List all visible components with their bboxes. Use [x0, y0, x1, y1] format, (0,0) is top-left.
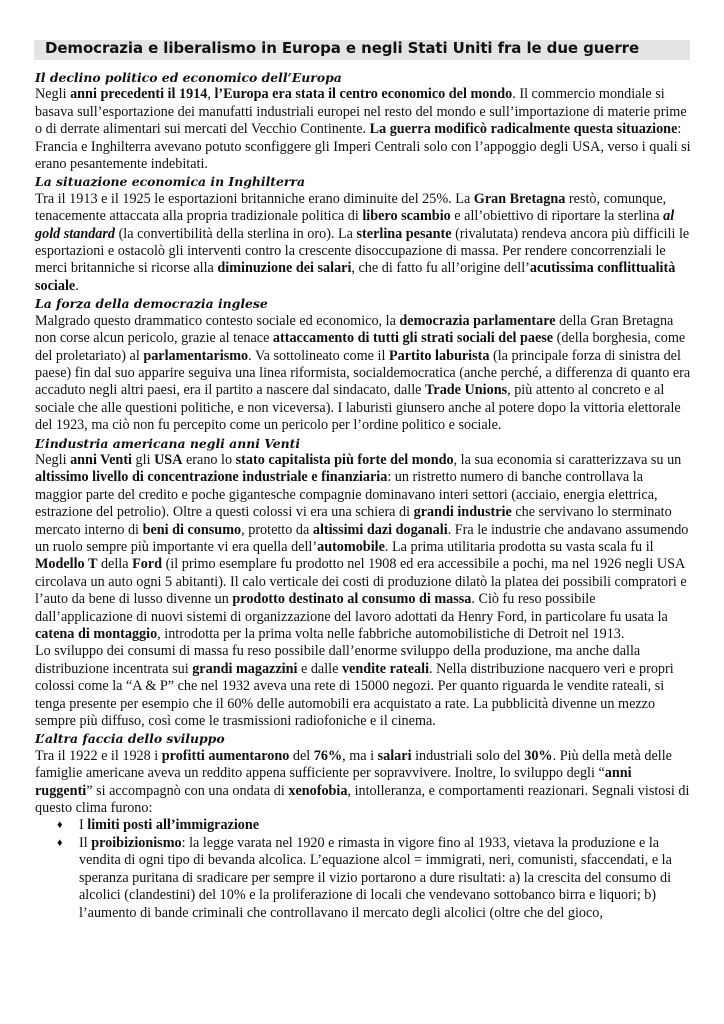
text-run: Negli [35, 451, 71, 468]
bold-text-run: anni ruggenti [35, 765, 632, 799]
bold-text-run: beni di consumo [142, 521, 242, 538]
bold-text-run: altissimi dazi doganali [312, 521, 448, 538]
section-heading: Il declino politico ed economico dell’Europa [35, 70, 342, 85]
bold-text-run: prodotto destinato al consumo di massa [232, 591, 472, 608]
text-run: , [207, 86, 215, 103]
bold-text-run: democrazia parlamentare [399, 312, 556, 329]
text-run: , più attento al concreto e al sociale che alle questioni politiche, e non viceversa). I laburisti giunsero anche al potere dopo la vittoria elettorale del 1923, ma ciò non fu percepito come un pericolo per l’ordine politico e sociale. [35, 382, 681, 434]
bold-text-run: salari [377, 747, 412, 764]
text-run: (la principale forza di sinistra del paese) fin dal suo apparire seguiva una linea riformista, socialdemocratica (anche perché, a differenza di quanto era accaduto negli altri paesi, era il partito a nascere dal sindacato, dalle [35, 347, 691, 399]
bold-text-run: Gran Bretagna [473, 190, 566, 207]
text-run: che servivano lo sterminato mercato interno di [35, 504, 672, 538]
bold-text-run: parlamentarismo [143, 347, 249, 364]
text-run: . Più della metà delle famiglie americane aveva un reddito appena sufficiente per sopravvivere. Inoltre, lo sviluppo degli “ [35, 747, 672, 782]
bold-text-run: Partito laburista [388, 347, 490, 364]
text-run: : Francia e Inghilterra avevano potuto sconfiggere gli Imperi Centrali solo con l’appoggio degli USA, verso i quali si erano pesantemente indebitati. [35, 121, 691, 173]
bold-text-run: Ford [132, 556, 163, 573]
paragraph [35, 191, 691, 295]
bold-text-run: libero scambio [362, 208, 451, 225]
bold-text-run: l’Europa era stata il centro economico del mondo [214, 86, 513, 103]
text-run: Negli [35, 86, 71, 103]
text-run: , ma i [342, 747, 378, 764]
section-heading: La situazione economica in Inghilterra [35, 174, 305, 190]
diamond-bullet-icon: ♦ [57, 836, 63, 849]
text-run: (il primo esemplare fu prodotto nel 1908 ed era accessibile a pochi, ma nel 1926 negli USA circolava un auto ogni 5 abitanti). Il calo verticale dei costi di produzione dilatò la platea dei possibili compratori e l’auto da bene di lusso divenne un [35, 556, 687, 608]
text-run: . Il commercio mondiale si basava sull’esportazione dei manufatti industriali europei nel resto del mondo e sull’importazione di materie prime o di derrate alimentari sui mercati del Vecchio Continente. [35, 86, 687, 138]
text-run: e dalle [297, 660, 342, 677]
bullet-list [35, 817, 691, 921]
section-industria-americana [35, 435, 691, 731]
text-run: : un ristretto numero di banche controllava la maggior parte del credito e poche gigantesche compagnie dominavano interi settori (acciaio, energia elettrica, estrazione del petrolio). Oltre a questi colossi vi era una schiera di [35, 469, 658, 521]
bold-text-run: anni Venti [70, 451, 132, 468]
bold-text-run: grandi magazzini [192, 660, 298, 677]
text-run: Tra il 1922 e il 1928 i [35, 747, 162, 764]
bold-text-run: limiti posti all’immigrazione [87, 817, 260, 834]
bold-text-run: USA [154, 451, 183, 468]
document-body [35, 69, 691, 922]
text-run: , che di fatto fu all’origine dell’ [351, 260, 530, 277]
text-run: della Gran Bretagna non corse alcun pericolo, grazie al tenace [35, 312, 674, 347]
paragraph [35, 313, 691, 435]
bold-text-run: vendite rateali [341, 660, 430, 677]
section-heading: L’altra faccia dello sviluppo [35, 731, 225, 747]
list-item-text [79, 835, 672, 921]
bold-text-run: diminuzione dei salari [217, 260, 352, 277]
bold-text-run: altissimo livello di concentrazione industriale e finanziaria [35, 469, 388, 486]
text-run: , introdotta per la prima volta nelle fabbriche automobilistiche di Detroit nel 1913. [157, 626, 625, 642]
section-heading: La forza della democrazia inglese [35, 296, 268, 312]
text-run: della [97, 556, 133, 573]
list-item-text [79, 817, 259, 833]
bold-text-run: 30% [524, 747, 553, 764]
text-run: Tra il 1913 e il 1925 le esportazioni britanniche erano diminuite del 25%. La [35, 190, 474, 207]
section-declino [35, 69, 691, 173]
section-altra-faccia [35, 730, 691, 921]
bold-text-run: La guerra modificò radicalmente questa situazione [369, 121, 678, 138]
page-title: Democrazia e liberalismo in Europa e negli Stati Uniti fra le due guerre [45, 39, 640, 57]
bold-text-run: al gold standard [35, 208, 675, 242]
bold-text-run: xenofobia [288, 782, 348, 799]
bold-text-run: proibizionismo [91, 834, 182, 851]
text-run: . Nella distribuzione nacquero veri e propri colossi come la “A & P” che nel 1932 aveva una rete di 15000 negozi. Per quanto riguarda le vendite rateali, si tenga presente per esempio che il 60% delle automobili era acquistato a rate. La pubblicità divenne un mezzo sempre più diffuso, così come le trasmissioni radiofoniche e il cinema. [35, 660, 674, 730]
bold-text-run: profitti aumentarono [161, 747, 290, 764]
text-run: I [79, 817, 88, 834]
text-run: (della borghesia, come del proletariato) al [35, 330, 686, 364]
paragraph [35, 86, 691, 173]
text-run: industriali solo del [411, 747, 525, 764]
bold-text-run: 76% [313, 747, 343, 764]
text-run: . La prima utilitaria prodotta su vasta scala fu il [384, 538, 654, 555]
bold-text-run: acutissima conflittualità sociale [35, 260, 676, 294]
text-run: , intolleranza, e comportamenti reazionari. Segnali vistosi di questo clima furono: [35, 782, 690, 817]
text-run: Il [79, 834, 92, 851]
bold-text-run: grandi industrie [413, 504, 512, 521]
text-run: e all’obiettivo di riportare la sterlina [450, 208, 664, 225]
text-run: ” si accompagnò con una ondata di [86, 782, 289, 799]
diamond-bullet-icon: ♦ [57, 819, 63, 832]
text-run: , protetto da [241, 521, 313, 538]
section-democrazia-inglese [35, 295, 691, 434]
list-item [35, 817, 691, 834]
text-run: , la sua economia si caratterizzava su un [453, 451, 682, 468]
section-heading: L’industria americana negli anni Venti [35, 435, 301, 451]
text-run: gli [131, 451, 155, 468]
text-run: (la convertibilità della sterlina in oro). La [115, 225, 357, 242]
bold-text-run: Trade Unions [424, 382, 508, 399]
paragraph [35, 748, 691, 818]
bold-text-run: sterlina pesante [356, 225, 452, 242]
text-run: erano lo [182, 451, 236, 468]
text-run: . Ciò fu reso possibile dall’applicazione di nuovi sistemi di organizzazione del lavoro adottati da Henry Ford, in particolare fu usata la [35, 591, 668, 625]
text-run: : la legge varata nel 1920 e rimasta in vigore fino al 1933, vietava la produzione e la vendita di ogni tipo di bevanda alcolica. L’equazione alcol = immigrati, neri, comunisti, sfaccendati, e la speranza puritana di sradicare per sempre il vizio portarono a dure risultati: a) la crescita del consumo di alcolici (clandestini) del 10% e la proliferazione di locali che vendevano sottobanco birra e liquori; b) l’aumento di bande criminali che controllavano il mercato degli alcolici (oltre che del gioco, [79, 834, 672, 921]
bold-text-run: anni precedenti il 1914 [70, 86, 208, 103]
text-run: restò, comunque, tenacemente attaccata alla propria tradizionale politica di [35, 190, 667, 225]
text-run: (rivalutata) rendeva ancora più difficili le esportazioni e ostacolò gli interventi contro la crescente disoccupazione di massa. Per rendere concorrenziali le merci britanniche si ricorse alla [35, 225, 690, 277]
paragraph [35, 643, 691, 730]
bold-text-run: attaccamento di tutti gli strati sociali del paese [272, 330, 554, 347]
text-run: . Fra le industrie che andavano assumendo un ruolo sempre più importante vi era quella dell’ [35, 521, 689, 555]
list-item [35, 835, 691, 922]
text-run: . Va sottolineato come il [248, 347, 389, 364]
section-inghilterra [35, 173, 691, 295]
text-run: Lo sviluppo dei consumi di massa fu reso possibile dall’enorme sviluppo della produzione, ma anche dalla distribuzione incentrata sui [35, 643, 641, 677]
paragraph [35, 452, 691, 643]
bold-text-run: Modello T [35, 556, 98, 573]
text-run: . [75, 277, 79, 294]
bold-text-run: automobile [317, 538, 385, 555]
bold-text-run: stato capitalista più forte del mondo [235, 451, 454, 468]
text-run: del [289, 747, 314, 764]
bold-text-run: catena di montaggio [35, 626, 158, 642]
text-run: Malgrado questo drammatico contesto sociale ed economico, la [35, 312, 400, 329]
